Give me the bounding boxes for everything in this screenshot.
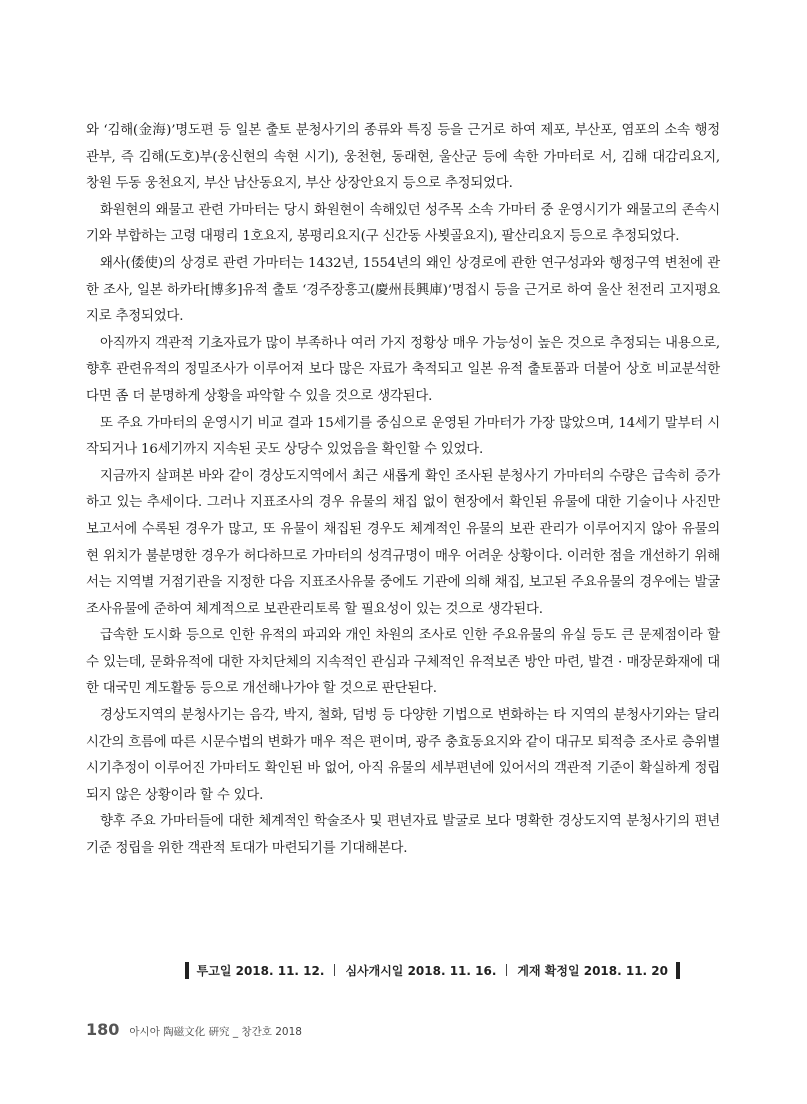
paragraph-5: 또 주요 가마터의 운영시기 비교 결과 15세기를 중심으로 운영된 가마터가 가장 많았으며, 14세기 말부터 시작되거나 16세기까지 지속된 곳도 상당수 있었음을 확인할 수 있었다. — [86, 415, 720, 458]
paragraph-6: 지금까지 살펴본 바와 같이 경상도지역에서 최근 새롭게 확인 조사된 분청사기 가마터의 수량은 급속히 증가하고 있는 추세이다. 그러나 지표조사의 경우 유물의 채집 없이 현장에서 확인된 유물에 대한 기술이나 사진만 보고서에 수록된 경우가 많고, 또 유물이 채집된 경우도 체계적인 유물의 보관 관리가 이루어지지 않아 유물의 현 위치가 불분명한 경우가 허다하므로 가마터의 성격규명이 매우 어려운 상황이다. 이러한 점을 개선하기 위해서는 지역별 거점기관을 지정한 다음 지표조사유물 중에도 기관에 의해 채집, 보고된 주요유물의 경우에는 발굴조사유물에 준하여 체계적으로 보관관리토록 할 필요성이 있는 것으로 생각된다. — [86, 468, 720, 617]
submitted-date: 투고일 2018. 11. 12. — [196, 963, 325, 978]
paragraph-9: 향후 주요 가마터들에 대한 체계적인 학술조사 및 편년자료 발굴로 보다 명확한 경상도지역 분청사기의 편년기준 정립을 위한 객관적 토대가 마련되기를 기대해본다. — [86, 814, 720, 857]
page-number: 180 — [86, 1020, 120, 1039]
paragraph-8: 경상도지역의 분청사기는 음각, 박지, 철화, 덤벙 등 다양한 기법으로 변화하는 타 지역의 분청사기와는 달리 시간의 흐름에 따른 시문수법의 변화가 매우 적은 편이며, 광주 충효동요지와 같이 대규모 퇴적층 조사로 층위별 시기추정이 이루어진 가마터도 확인된 바 없어, 아직 유물의 세부편년에 있어서의 객관적 기준이 확실하게 정립되지 않은 상황이라 할 수 있다. — [86, 708, 720, 803]
paragraph-1: 와 ‘김해(金海)’명도편 등 일본 출토 분청사기의 종류와 특징 등을 근거로 하여 제포, 부산포, 염포의 소속 행정관부, 즉 김해(도호)부(웅신현의 속현 시기), 웅천현, 동래현, 울산군 등에 속한 가마터로 서, 김해 대감리요지, 창원 두동 웅천요지, 부산 남산동요지, 부산 상장안요지 등으로 추정되었다. — [86, 123, 720, 192]
review-start-date: 심사개시일 2018. 11. 16. — [345, 963, 497, 978]
paragraph-4: 아직까지 객관적 기초자료가 많이 부족하나 여러 가지 정황상 매우 가능성이 높은 것으로 추정되는 내용으로, 향후 관련유적의 정밀조사가 이루어져 보다 많은 자료가 축적되고 일본 유적 출토품과 더불어 상호 비교분석한다면 좀 더 분명하게 상황을 파악할 수 있을 것으로 생각된다. — [86, 335, 720, 404]
submission-dates — [185, 960, 680, 980]
paragraph-7: 급속한 도시화 등으로 인한 유적의 파괴와 개인 차원의 조사로 인한 주요유물의 유실 등도 큰 문제점이라 할 수 있는데, 문화유적에 대한 자치단체의 지속적인 관심과 구체적인 유적보존 방안 마련, 발견 · 매장문화재에 대한 대국민 계도활동 등으로 개선해나가야 할 것으로 판단된다. — [86, 628, 720, 697]
paragraph-2: 화원현의 왜물고 관련 가마터는 당시 화원현이 속해있던 성주목 소속 가마터 중 운영시기가 왜물고의 존속시기와 부합하는 고령 대평리 1호요지, 봉평리요지(구 신간동 사뵛골요지), 팔산리요지 등으로 추정되었다. — [86, 202, 720, 245]
article-body — [86, 118, 720, 863]
date-separator — [334, 964, 335, 976]
journal-title: 아시아 陶磁文化 硏究 _ 창간호 2018 — [129, 1026, 302, 1038]
confirmed-date: 게재 확정일 2018. 11. 20 — [517, 963, 668, 978]
date-separator — [506, 964, 507, 976]
paragraph-3: 왜사(倭使)의 상경로 관련 가마터는 1432년, 1554년의 왜인 상경로에 관한 연구성과와 행정구역 변천에 관한 조사, 일본 하카타[博多]유적 출토 ‘경주장흥고(慶州長興庫)’명접시 등을 근거로 하여 울산 천전리 고지평요지로 추정되었다. — [86, 255, 720, 325]
left-bar-divider — [185, 962, 189, 979]
right-bar-divider — [676, 962, 680, 979]
page-footer — [86, 1020, 302, 1039]
